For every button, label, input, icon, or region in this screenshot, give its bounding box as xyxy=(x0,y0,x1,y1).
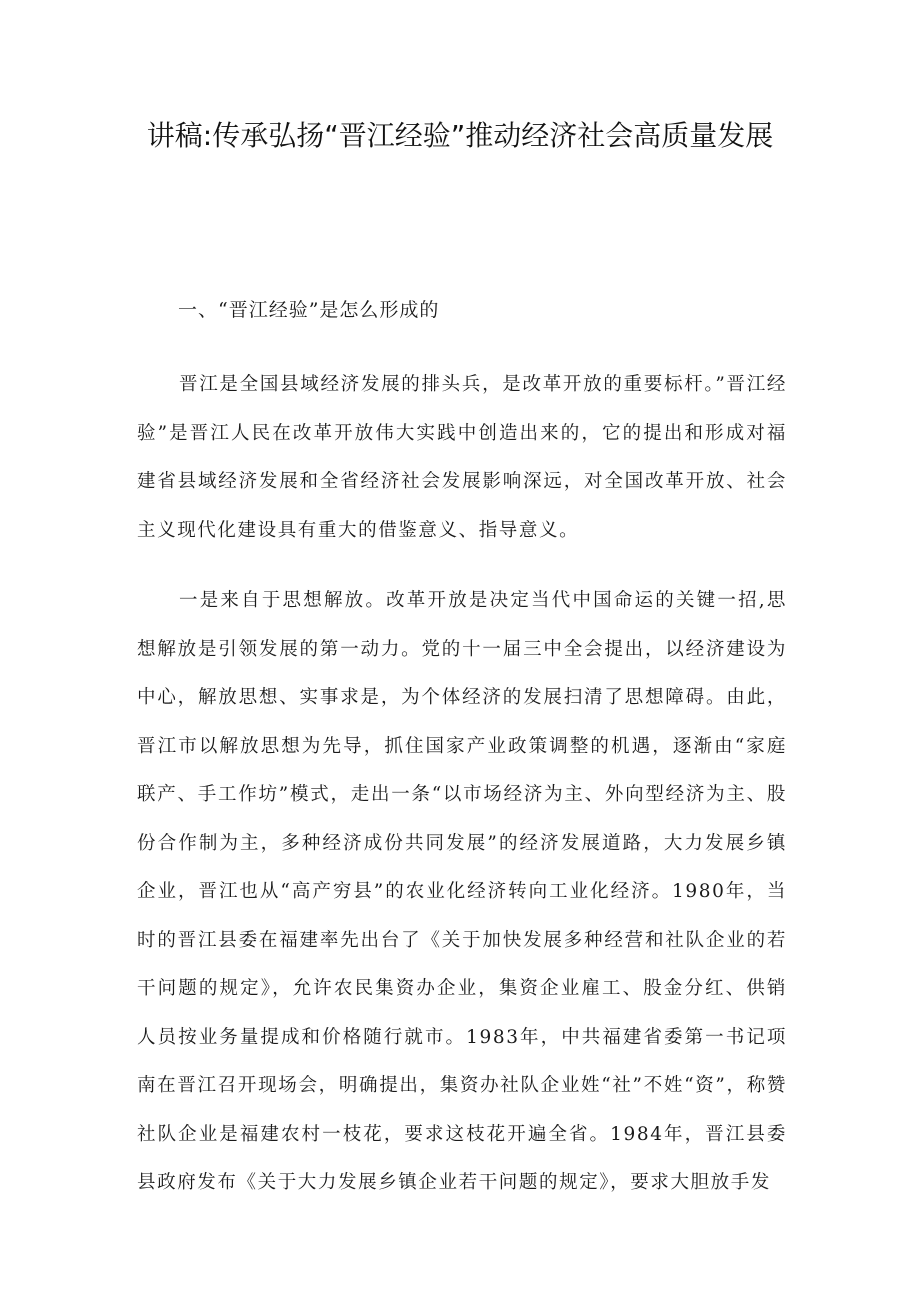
section-heading: 一、“晋江经验”是怎么形成的 xyxy=(178,299,440,321)
paragraph-intro: 晋江是全国县域经济发展的排头兵，是改革开放的重要标杆。”晋江经验”是晋江人民在改革开放伟大实践中创造出来的，它的提出和形成对福建省县域经济发展和全省经济社会发展影响深远，对全国改革开放、社会主义现代化建设具有重大的借鉴意义、指导意义。 xyxy=(137,374,787,541)
document-title: 讲稿:传承弘扬“晋江经验”推动经济社会高质量发展 xyxy=(146,119,774,152)
paragraph-thought-liberation: 一是来自于思想解放。改革开放是决定当代中国命运的关键一招,思想解放是引领发展的第一动力。党的十一届三中全会提出，以经济建设为中心，解放思想、实事求是，为个体经济的发展扫清了思想障碍。由此，晋江市以解放思想为先导，抓住国家产业政策调整的机遇，逐渐由“家庭联产、手工作坊”模式，走出一条“以市场经济为主、外向型经济为主、股份合作制为主，多种经济成份共同发展”的经济发展道路，大力发展乡镇企业，晋江也从“高产穷县”的农业化经济转向工业化经济。1980年，当时的晋江县委在福建率先出台了《关于加快发展多种经营和社队企业的若干问题的规定》，允许农民集资办企业，集资企业雇工、股金分红、供销人员按业务量提成和价格随行就市。1983年，中共福建省委第一书记项南在晋江召开现场会，明确提出，集资办社队企业姓“社”不姓“资”，称赞社队企业是福建农村一枝花，要求这枝花开遍全省。1984年，晋江县委县政府发布《关于大力发展乡镇企业若干问题的规定》，要求大胆放手发 xyxy=(137,590,787,1193)
